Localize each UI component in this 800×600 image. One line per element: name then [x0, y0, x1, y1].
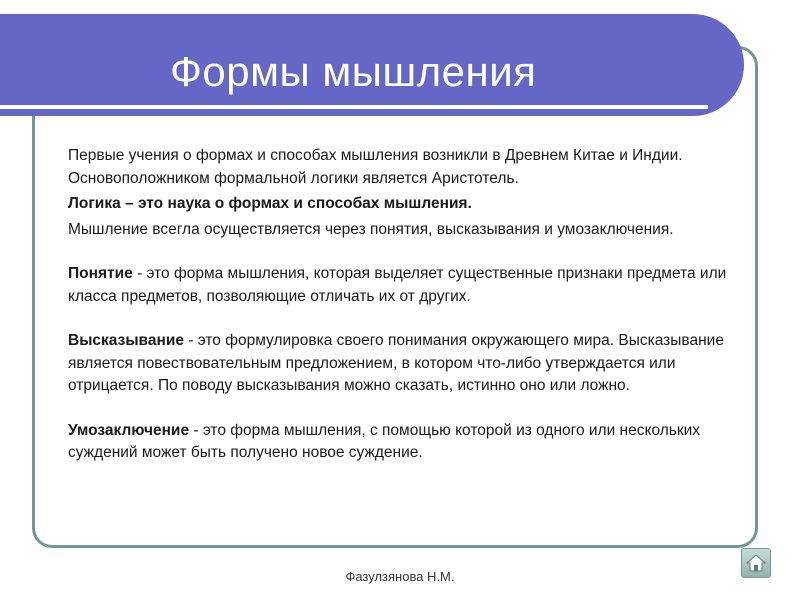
home-button[interactable] — [741, 548, 771, 578]
home-icon — [746, 553, 766, 573]
term-statement: Высказывание — [68, 332, 185, 349]
concept-definition: - это форма мышления, которая выделяет существенные признаки предмета или класса предметов, позволяющие отличать их от других. — [68, 265, 727, 305]
paragraph-intro: Первые учения о формах и способах мышления возникли в Древнем Китае и Индии. Основоположником формальной логики является Аристотель. — [68, 147, 683, 187]
statement-definition: - это формулировка своего понимания окружающего мира. Высказывание является повествовательным предложением, в котором что-либо утверждается или отрицается. По поводу высказывания можно сказать, истинно оно или ложно. — [68, 332, 724, 394]
slide-content — [60, 145, 736, 465]
paragraph-thinking-forms: Мышление всегла осуществляется через понятия, высказывания и умозаключения. — [68, 220, 674, 238]
term-inference: Умозаключение — [68, 421, 190, 439]
paragraph-logic-definition: Логика – это наука о формах и способах мышления. — [68, 195, 472, 212]
title-underline — [0, 105, 708, 109]
title-bar — [0, 14, 744, 116]
paragraph-statement — [60, 330, 736, 398]
paragraph-inference — [60, 420, 736, 465]
slide-title: Формы мышления — [170, 48, 537, 95]
paragraph-concept — [60, 263, 736, 308]
term-concept: Понятие — [68, 265, 133, 282]
footer-author: Фазулзянова Н.М. — [345, 569, 455, 584]
inference-definition: - это форма мышления, с помощью которой из одного или нескольких суждений может быть получено новое суждение. — [68, 421, 701, 461]
